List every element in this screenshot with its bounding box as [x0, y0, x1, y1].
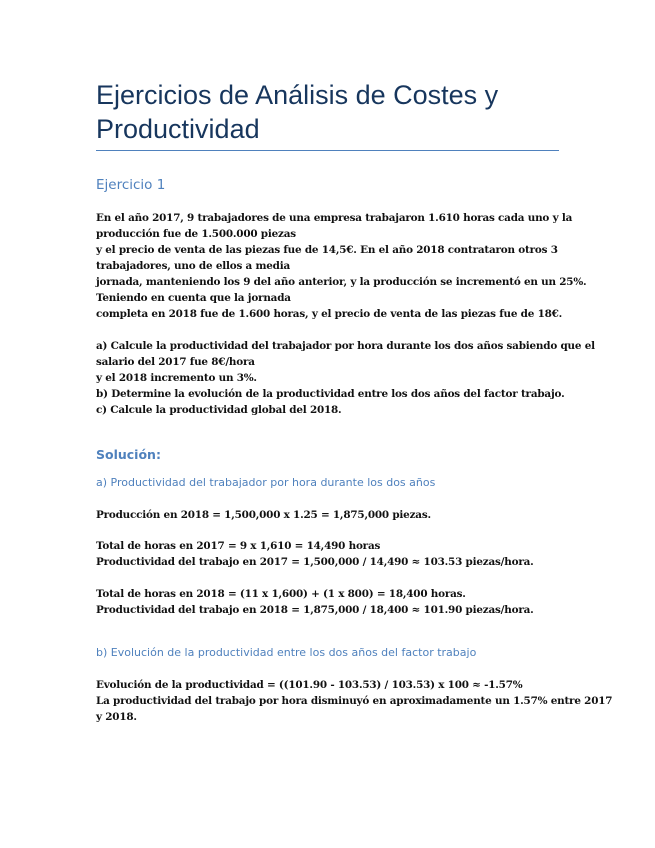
statement-line: Teniendo en cuenta que la jornada: [96, 292, 291, 304]
part-b-heading: b) Evolución de la productividad entre los dos años del factor trabajo: [96, 646, 477, 659]
question-line: salario del 2017 fue 8€/hora: [96, 356, 255, 368]
question-line: y el 2018 incremento un 3%.: [96, 372, 257, 384]
solution-heading: Solución:: [96, 447, 161, 462]
title-divider: [96, 150, 559, 151]
statement-line: jornada, manteniendo los 9 del año anterior, y la producción se incrementó en un 25%.: [96, 276, 587, 288]
document-title-line-2: Productividad: [96, 114, 260, 144]
statement-line: trabajadores, uno de ellos a media: [96, 260, 291, 272]
question-line: c) Calcule la productividad global del 2018.: [96, 404, 342, 416]
statement-line: En el año 2017, 9 trabajadores de una empresa trabajaron 1.610 horas cada uno y la: [96, 212, 573, 224]
statement-line: producción fue de 1.500.000 piezas: [96, 228, 296, 240]
statement-line: completa en 2018 fue de 1.600 horas, y el precio de venta de las piezas fue de 18€.: [96, 308, 563, 320]
question-line: b) Determine la evolución de la productividad entre los dos años del factor trabajo.: [96, 388, 565, 400]
question-line: a) Calcule la productividad del trabajador por hora durante los dos años sabiendo que el: [96, 340, 595, 352]
solution-line: y 2018.: [96, 711, 137, 723]
statement-line: y el precio de venta de las piezas fue de 14,5€. En el año 2018 contrataron otros 3: [96, 244, 558, 256]
solution-line: La productividad del trabajo por hora disminuyó en aproximadamente un 1.57% entre 2017: [96, 695, 613, 707]
solution-line: Total de horas en 2018 = (11 x 1,600) + (1 x 800) = 18,400 horas.: [96, 588, 466, 600]
part-a-heading: a) Productividad del trabajador por hora durante los dos años: [96, 476, 436, 489]
solution-line: Productividad del trabajo en 2017 = 1,500,000 / 14,490 ≈ 103.53 piezas/hora.: [96, 556, 534, 568]
solution-line: Evolución de la productividad = ((101.90 - 103.53) / 103.53) x 100 ≈ -1.57%: [96, 679, 523, 691]
solution-line: Producción en 2018 = 1,500,000 x 1.25 = 1,875,000 piezas.: [96, 509, 431, 521]
solution-line: Total de horas en 2017 = 9 x 1,610 = 14,490 horas: [96, 540, 381, 552]
solution-line: Productividad del trabajo en 2018 = 1,875,000 / 18,400 ≈ 101.90 piezas/hora.: [96, 604, 534, 616]
exercise-heading: Ejercicio 1: [96, 177, 166, 193]
document-title-line-1: Ejercicios de Análisis de Costes y: [96, 80, 499, 110]
